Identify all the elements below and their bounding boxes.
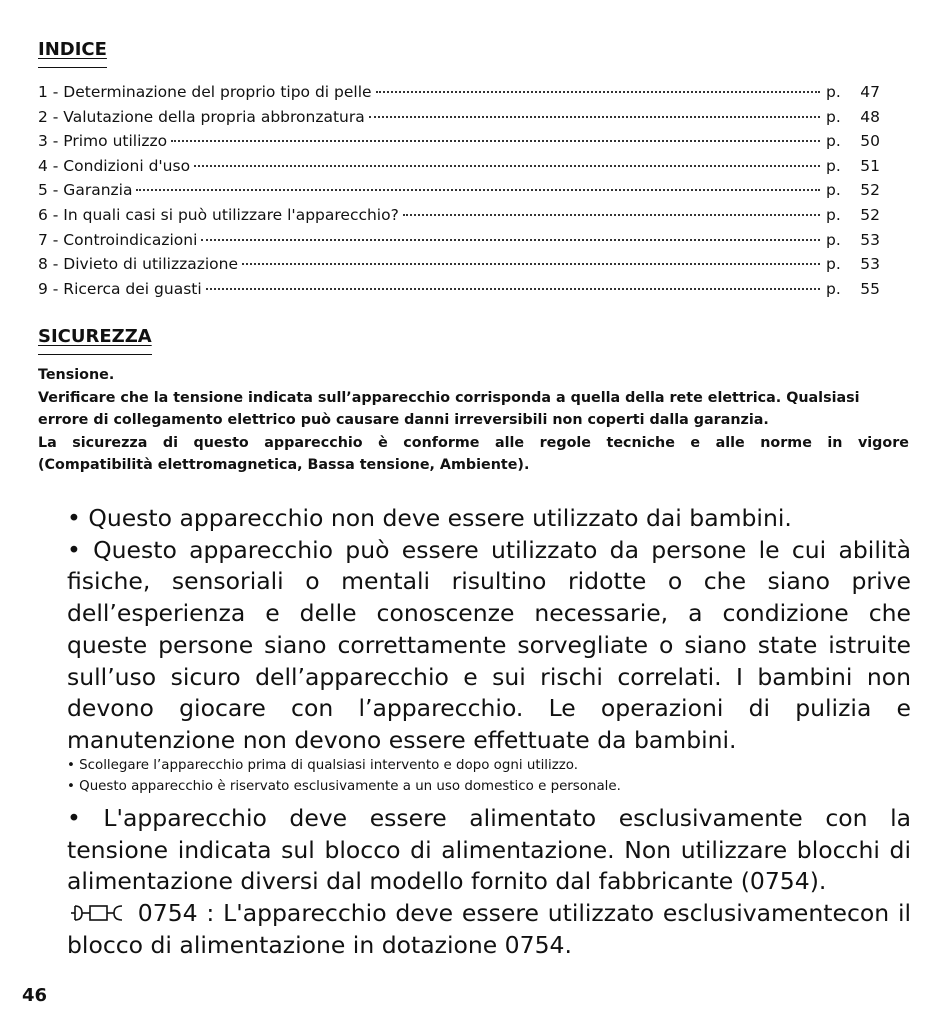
toc-entry[interactable] bbox=[38, 178, 880, 203]
toc-page-number: 53 bbox=[860, 255, 880, 274]
toc-entry-label: 6 - In quali casi si può utilizzare l'apparecchio? bbox=[38, 205, 399, 224]
power-supply-bullets bbox=[67, 803, 911, 962]
toc-entry-label: 7 - Controindicazioni bbox=[38, 230, 198, 249]
toc-entry[interactable] bbox=[38, 80, 880, 105]
indice-heading: INDICE bbox=[38, 39, 107, 60]
toc-page-prefix: p. bbox=[826, 181, 841, 200]
voltage-warning: Verificare che la tensione indicata sull’apparecchio corrisponda a quella della rete elettrica. Qualsiasi errore di collegamento elettrico può causare danni irreversibili non coperti dalla garanzia. bbox=[38, 389, 860, 428]
sicurezza-heading: SICUREZZA bbox=[38, 326, 152, 347]
toc-entry-label: 3 - Primo utilizzo bbox=[38, 132, 168, 151]
toc-page-number: 55 bbox=[860, 279, 880, 298]
conformity-line-2: (Compatibilità elettromagnetica, Bassa tensione, Ambiente). bbox=[38, 457, 530, 473]
toc-page-prefix: p. bbox=[826, 230, 841, 249]
toc-entry-label: 4 - Condizioni d'uso bbox=[38, 156, 191, 175]
bullet-power-supply: • L'apparecchio deve essere alimentato esclusivamente con la tensione indicata sul blocco di alimentazione. Non utilizzare blocchi di alimentazione diversi dal modello fornito dal fabbricante (0754). bbox=[67, 804, 911, 896]
toc-entry-label: 9 - Ricerca dei guasti bbox=[38, 279, 202, 298]
bullet-domestic-use: • Questo apparecchio è riservato esclusivamente a un uso domestico e personale. bbox=[67, 778, 621, 794]
toc-entry[interactable] bbox=[38, 105, 880, 130]
toc-page-prefix: p. bbox=[826, 107, 841, 126]
tensione-title: Tensione. bbox=[38, 367, 115, 383]
bullet-adapter-0754 bbox=[67, 898, 911, 961]
toc-entry-label: 8 - Divieto di utilizzazione bbox=[38, 255, 239, 274]
toc-leader-dots bbox=[403, 214, 820, 216]
toc-leader-dots bbox=[206, 288, 820, 290]
bullet-unplug: • Scollegare l’apparecchio prima di qualsiasi intervento e dopo ogni utilizzo. bbox=[67, 758, 579, 773]
toc-leader-dots bbox=[201, 239, 820, 241]
conformity-line-1: La sicurezza di questo apparecchio è conforme alle regole tecniche e alle norme in vigore bbox=[38, 434, 909, 451]
toc-page-prefix: p. bbox=[826, 83, 841, 101]
safety-bullets-small bbox=[67, 756, 911, 797]
toc-page-number: 53 bbox=[860, 230, 880, 249]
power-adapter-symbol-icon bbox=[67, 903, 129, 923]
toc-entry-label: 1 - Determinazione del proprio tipo di pelle bbox=[38, 83, 372, 101]
toc-leader-dots bbox=[171, 140, 820, 142]
bullet-children: • Questo apparecchio non deve essere utilizzato dai bambini. bbox=[67, 504, 792, 532]
toc-entry[interactable] bbox=[38, 252, 880, 277]
page-number: 46 bbox=[22, 985, 48, 1006]
toc-page-prefix: p. bbox=[826, 255, 841, 274]
toc-entry[interactable] bbox=[38, 277, 880, 302]
toc-entry[interactable] bbox=[38, 129, 880, 154]
safety-bullets-large bbox=[67, 503, 911, 757]
toc-page-number: 50 bbox=[860, 132, 880, 151]
toc-page-prefix: p. bbox=[826, 205, 841, 224]
table-of-contents bbox=[38, 80, 880, 301]
toc-entry-label: 5 - Garanzia bbox=[38, 181, 133, 200]
toc-page-number: 48 bbox=[860, 107, 880, 126]
toc-leader-dots bbox=[136, 189, 820, 191]
toc-entry[interactable] bbox=[38, 203, 880, 228]
toc-leader-dots bbox=[369, 116, 820, 118]
toc-page-prefix: p. bbox=[826, 156, 841, 175]
toc-page-number: 47 bbox=[860, 83, 880, 101]
safety-section bbox=[38, 364, 909, 477]
toc-page-number: 52 bbox=[860, 181, 880, 200]
toc-entry-label: 2 - Valutazione della propria abbronzatura bbox=[38, 107, 365, 126]
toc-page-prefix: p. bbox=[826, 279, 841, 298]
toc-page-prefix: p. bbox=[826, 132, 841, 151]
bullet-reduced-abilities: • Questo apparecchio può essere utilizzato da persone le cui abilità fisiche, sensoriali o mentali risultino ridotte o che siano prive dell’esperienza e delle conoscenze necessarie, a condizione che queste persone siano correttamente sorvegliate o siano state istruite sull’uso sicuro dell’apparecchio e sui rischi correlati. I bambini non devono giocare con l’apparecchio. Le operazioni di pulizia e manutenzione non devono essere effettuate da bambini. bbox=[67, 535, 911, 754]
toc-leader-dots bbox=[194, 165, 820, 167]
toc-entry[interactable] bbox=[38, 154, 880, 179]
toc-page-number: 51 bbox=[860, 156, 880, 175]
toc-leader-dots bbox=[242, 263, 820, 265]
toc-leader-dots bbox=[376, 91, 820, 93]
toc-entry[interactable] bbox=[38, 228, 880, 253]
adapter-text: 0754 : L'apparecchio deve essere utilizzato esclusivamentecon il blocco di alimentazione in dotazione 0754. bbox=[67, 899, 911, 959]
toc-page-number: 52 bbox=[860, 205, 880, 224]
